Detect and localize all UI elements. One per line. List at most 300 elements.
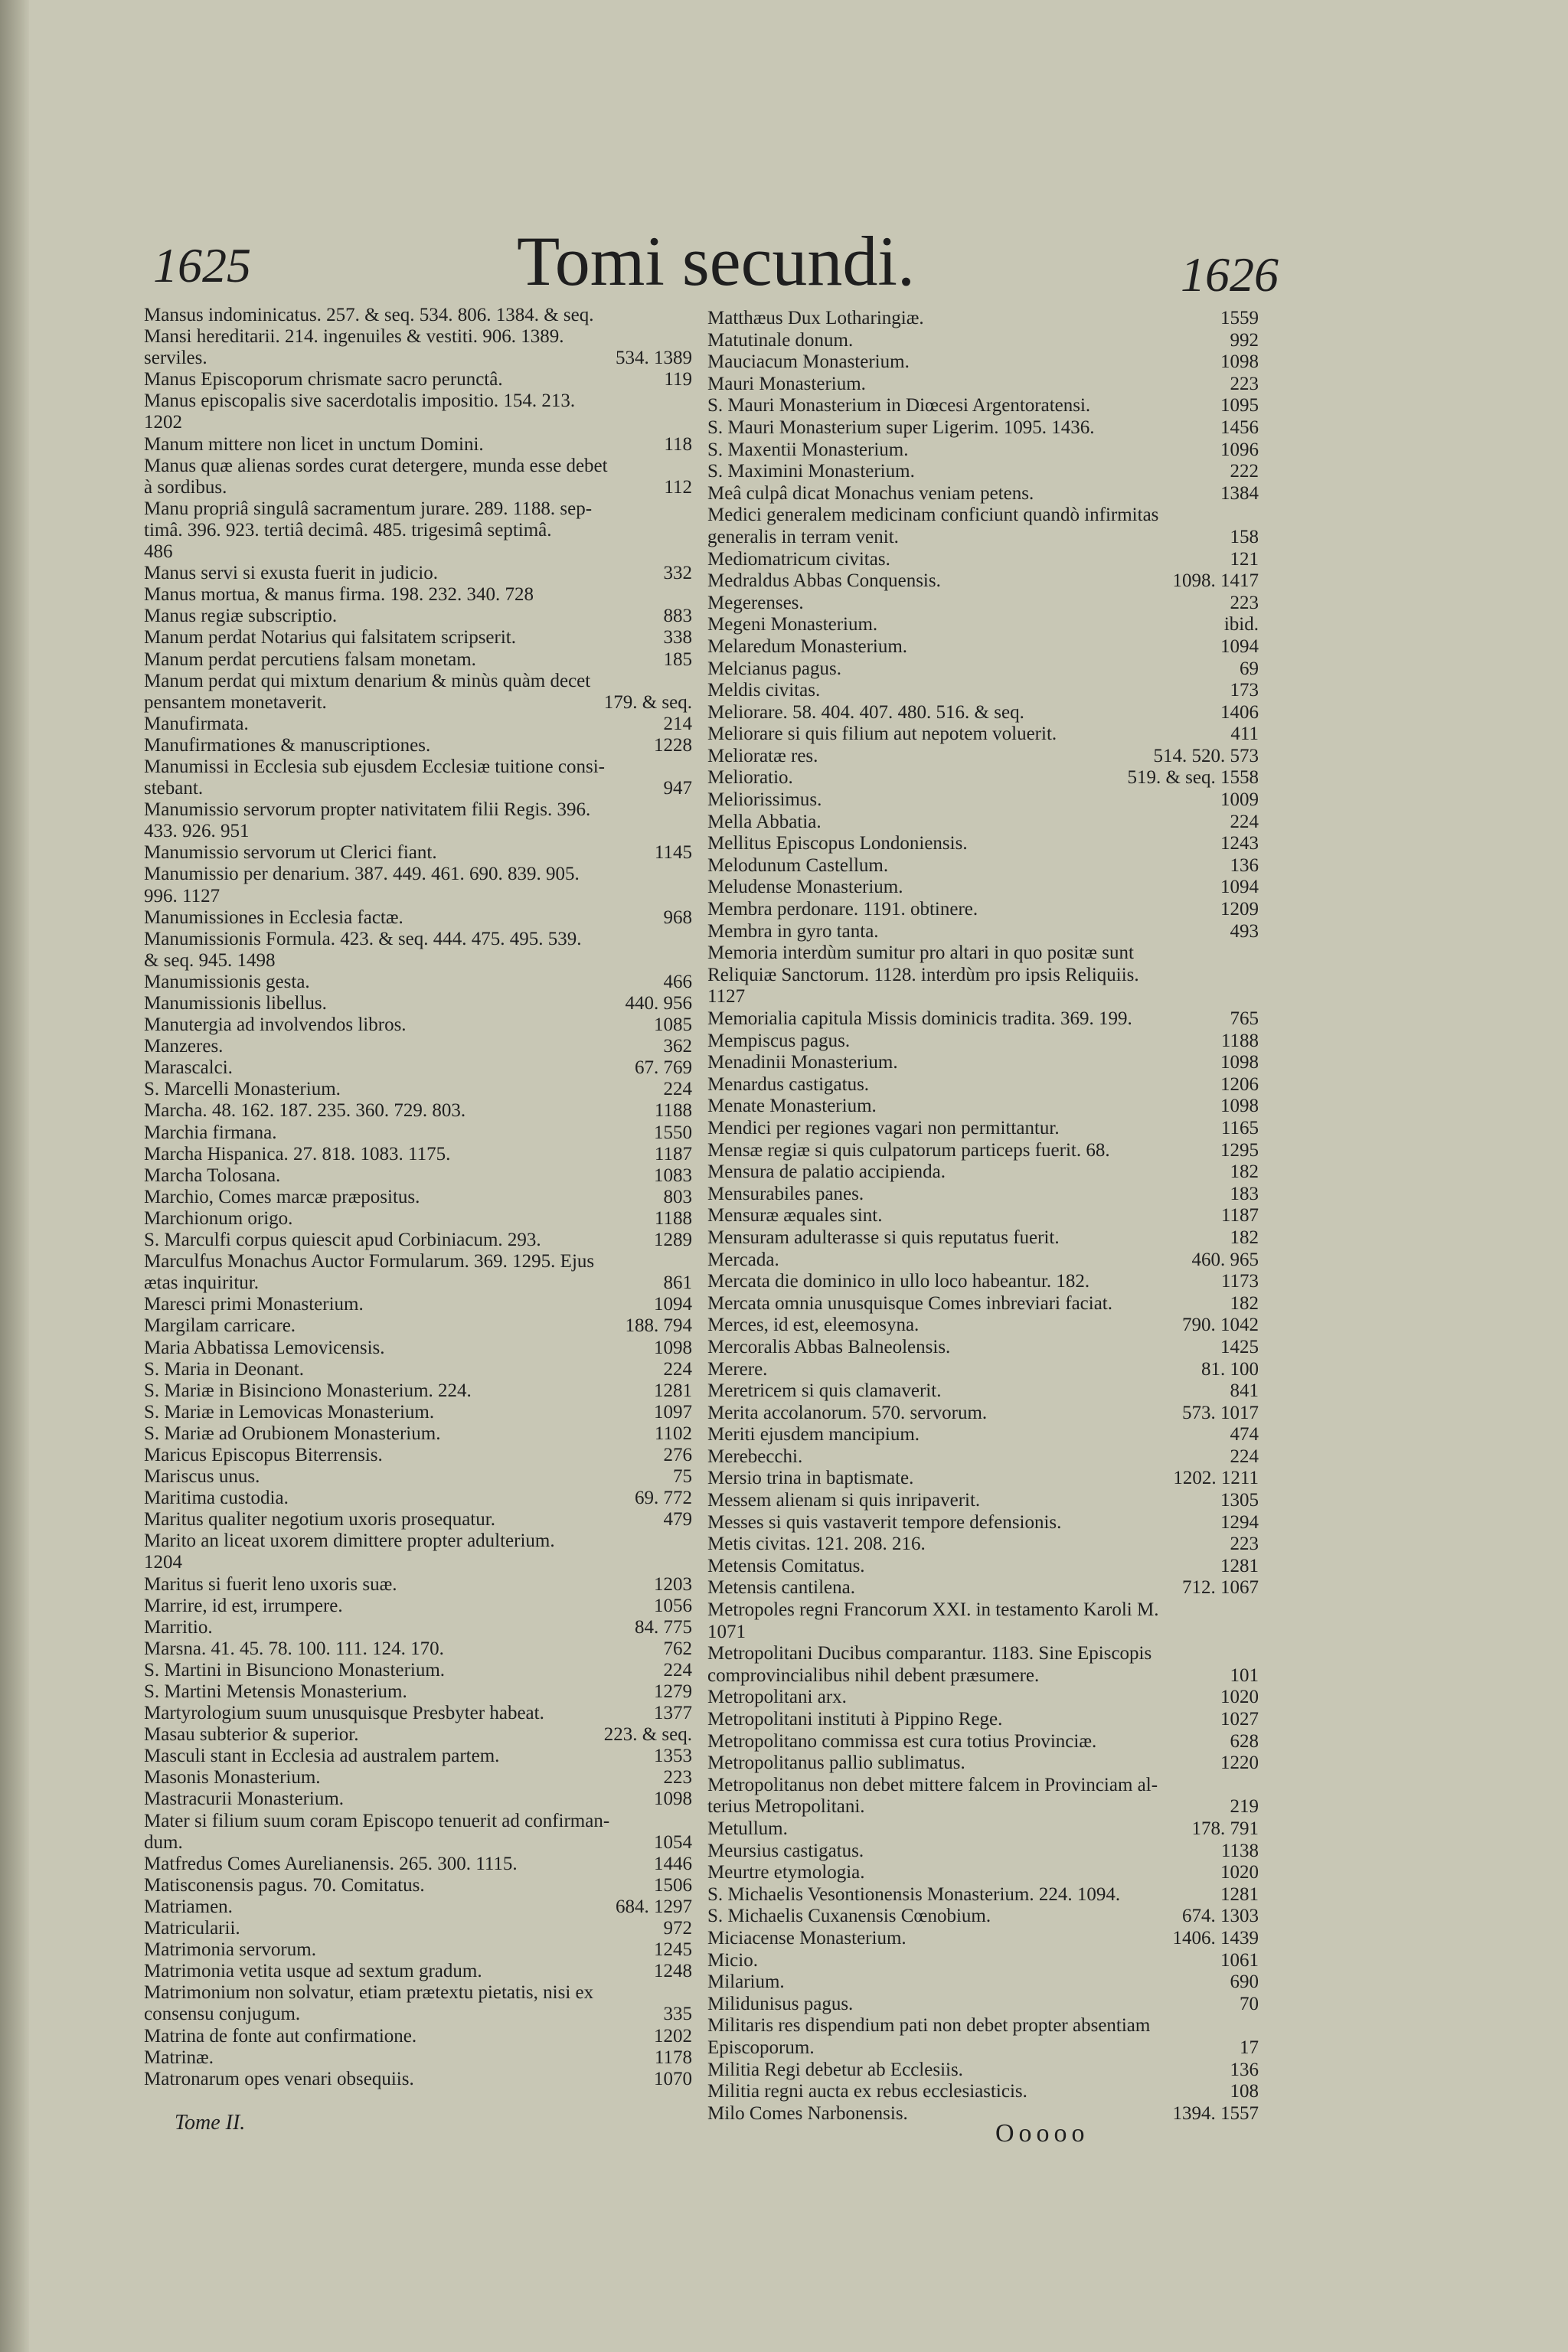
index-entry-pages: 1096 — [1214, 439, 1259, 462]
index-entry-pages: 861 — [658, 1272, 693, 1294]
index-entry-pages: 1220 — [1214, 1753, 1259, 1775]
index-entry-text: Milidunisus pagus. — [707, 1993, 854, 2014]
index-entry-text: Mauciacum Monasterium. — [707, 351, 910, 373]
index-entry-pages: 1188 — [1215, 1031, 1259, 1053]
index-entry-text: Matfredus Comes Aurelianensis. 265. 300. 1115. — [144, 1853, 518, 1874]
index-entry-pages: 69 — [1233, 658, 1259, 681]
index-entry-pages: 1202 — [648, 2026, 692, 2047]
index-entry — [707, 1971, 1259, 1994]
index-entry — [707, 1052, 1259, 1074]
index-entry-text: Matrimonium non solvatur, etiam prætextu pietatis, nisi ex — [144, 1982, 594, 2004]
index-entry-text: Melodunum Castellum. — [707, 854, 889, 876]
index-entry — [144, 2026, 692, 2047]
index-entry-pages: 1295 — [1214, 1140, 1259, 1162]
index-entry — [707, 1446, 1259, 1468]
index-entry — [144, 1165, 692, 1187]
index-entry — [707, 1250, 1259, 1272]
index-entry — [144, 1681, 692, 1703]
index-entry-pages: 690 — [1224, 1971, 1259, 1994]
index-entry-text: Menate Monasterium. — [707, 1096, 877, 1117]
index-entry-text: S. Mauri Monasterium in Diœcesi Argentoratensi. — [707, 395, 1091, 416]
index-entry — [144, 756, 692, 778]
index-entry — [144, 606, 692, 627]
index-entry — [707, 1622, 1259, 1644]
index-entry — [707, 1884, 1259, 1906]
index-entry — [707, 812, 1259, 834]
index-entry-text: Matrimonia vetita usque ad sextum gradum. — [144, 1961, 482, 1982]
index-entry — [144, 520, 692, 541]
index-entry-pages: 67. 769 — [629, 1057, 692, 1079]
index-entry — [144, 735, 692, 756]
index-entry — [144, 886, 692, 907]
index-entry-text: Mercada. — [707, 1249, 779, 1270]
index-entry — [707, 593, 1259, 615]
index-entry-text: Manu propriâ singulâ sacramentum jurare. 289. 1188. sep- — [144, 498, 593, 519]
index-entry-text: Marsna. 41. 45. 78. 100. 111. 124. 170. — [144, 1638, 444, 1659]
index-entry-text: Merces, id est, eleemosyna. — [707, 1315, 920, 1336]
index-entry — [707, 1599, 1259, 1622]
index-entry-text: Maria Abbatissa Lemovicensis. — [144, 1337, 385, 1358]
index-entry — [144, 1144, 692, 1165]
index-entry — [144, 692, 692, 714]
index-entry-text: Marchia firmana. — [144, 1122, 277, 1143]
index-entry-text: timâ. 396. 923. tertiâ decimâ. 485. trigesimâ septimâ. — [144, 519, 552, 541]
index-entry-text: Episcoporum. — [707, 2037, 815, 2058]
index-entry — [707, 527, 1259, 549]
index-entry-text: Meursius castigatus. — [707, 1840, 864, 1861]
index-entry-pages: 1243 — [1214, 833, 1259, 855]
index-entry-pages: 841 — [1224, 1380, 1259, 1403]
index-entry-text: Matricularii. — [144, 1918, 240, 1939]
index-entry-pages: 1173 — [1215, 1271, 1259, 1293]
index-entry — [707, 680, 1259, 702]
index-entry-text: Meldis civitas. — [707, 680, 821, 701]
index-entry-text: Manufirmationes & manuscriptiones. — [144, 734, 431, 756]
index-entry — [144, 1854, 692, 1875]
index-entry — [144, 434, 692, 456]
index-entry-text: Reliquiæ Sanctorum. 1128. interdùm pro ipsis Reliquiis. — [707, 964, 1139, 985]
index-entry-text: 486 — [144, 541, 173, 563]
index-entry — [144, 821, 692, 842]
index-entry-text: Metensis Comitatus. — [707, 1555, 865, 1576]
index-entry-text: 1204 — [144, 1552, 182, 1573]
index-entry — [144, 1423, 692, 1445]
index-entry — [144, 1552, 692, 1573]
index-entry — [707, 1994, 1259, 2016]
index-entry-pages: 338 — [658, 627, 693, 648]
index-entry — [707, 702, 1259, 724]
index-entry-pages: 1406 — [1214, 702, 1259, 724]
index-entry-text: Maresci primi Monasterium. — [144, 1294, 364, 1315]
index-entry — [707, 351, 1259, 374]
index-entry-pages: 1245 — [648, 1939, 692, 1961]
index-entry-text: S. Mariæ in Lemovicas Monasterium. — [144, 1401, 435, 1423]
index-entry — [707, 1008, 1259, 1031]
index-entry — [144, 1187, 692, 1208]
index-entry-text: Marcha. 48. 162. 187. 235. 360. 729. 803. — [144, 1100, 466, 1122]
index-entry — [144, 1122, 692, 1144]
index-entry — [144, 390, 692, 412]
index-entry — [144, 326, 692, 348]
index-entry — [707, 1205, 1259, 1227]
index-entry-text: Membra in gyro tanta. — [707, 920, 879, 942]
index-entry-text: Meâ culpâ dicat Monachus veniam petens. — [707, 482, 1034, 504]
index-entry-pages: 1203 — [648, 1574, 692, 1596]
index-entry — [707, 942, 1259, 965]
index-entry-text: S. Michaelis Cuxanensis Cœnobium. — [707, 1906, 991, 1927]
index-entry-pages: 1209 — [1214, 899, 1259, 921]
index-entry-text: S. Mariæ ad Orubionem Monasterium. — [144, 1423, 441, 1444]
index-entry-text: Marculfus Monachus Auctor Formularum. 369. 1295. Ejus — [144, 1251, 595, 1272]
index-entry-text: Mastracurii Monasterium. — [144, 1788, 345, 1810]
index-entry — [707, 877, 1259, 899]
index-entry-text: Marito an liceat uxorem dimittere propter adulterium. — [144, 1530, 555, 1552]
index-entry-pages: 179. & seq. — [598, 692, 692, 714]
index-entry — [144, 799, 692, 821]
index-entry-pages: 112 — [658, 477, 692, 498]
index-entry-pages: 1550 — [648, 1122, 692, 1144]
index-entry — [144, 907, 692, 929]
index-entry-text: Melcianus pagus. — [707, 658, 841, 679]
index-entry-pages: 1098 — [648, 1338, 692, 1359]
volume-label: Tome II. — [175, 2111, 246, 2135]
index-entry-pages: 1425 — [1214, 1337, 1259, 1359]
index-entry — [707, 1928, 1259, 1950]
index-entry-text: Mensuræ æquales sint. — [707, 1205, 883, 1227]
index-entry-text: Matronarum opes venari obsequiis. — [144, 2068, 414, 2089]
index-entry — [707, 1643, 1259, 1665]
index-entry-text: Meurtre etymologia. — [707, 1862, 865, 1883]
index-entry — [144, 1315, 692, 1337]
index-entry — [144, 1014, 692, 1036]
index-entry-text: Mercoralis Abbas Balneolensis. — [707, 1336, 951, 1357]
index-entry-text: Marascalci. — [144, 1057, 233, 1079]
index-entry-text: Marchio, Comes marcæ præpositus. — [144, 1186, 420, 1207]
index-entry — [707, 439, 1259, 462]
index-entry-text: Manum perdat Notarius qui falsitatem scripserit. — [144, 627, 516, 648]
index-entry-text: Messes si quis vastaverit tempore defensionis. — [707, 1511, 1062, 1533]
index-entry — [144, 1057, 692, 1079]
index-entry — [144, 1596, 692, 1617]
index-entry-text: S. Marcelli Monasterium. — [144, 1079, 341, 1100]
index-entry-text: Messem alienam si quis inripaverit. — [707, 1490, 981, 1511]
index-entry-text: Manumissio servorum ut Clerici fiant. — [144, 842, 437, 864]
index-entry-pages: 1294 — [1214, 1512, 1259, 1534]
index-entry-pages: 493 — [1224, 921, 1259, 943]
index-entry — [707, 1315, 1259, 1337]
index-entry-pages: 223 — [1224, 374, 1259, 396]
index-entry-text: Manus regiæ subscriptio. — [144, 606, 338, 627]
index-column-left — [144, 305, 692, 2090]
index-entry — [144, 1100, 692, 1122]
index-entry-pages: 224 — [1224, 1446, 1259, 1468]
index-entry — [707, 1380, 1259, 1403]
index-entry-text: Marrire, id est, irrumpere. — [144, 1595, 343, 1616]
index-entry-pages: 276 — [658, 1445, 693, 1466]
index-entry — [707, 1118, 1259, 1140]
index-entry — [144, 950, 692, 972]
index-entry-pages: 1279 — [648, 1681, 692, 1703]
index-entry-text: Membra perdonare. 1191. obtinere. — [707, 899, 978, 920]
index-entry-text: Martyrologium suum unusquisque Presbyter habeat. — [144, 1703, 544, 1724]
index-entry-pages: 790. 1042 — [1176, 1315, 1259, 1337]
index-entry-text: generalis in terram venit. — [707, 526, 899, 547]
index-entry — [144, 1896, 692, 1918]
index-entry — [707, 1731, 1259, 1753]
index-entry-text: Mercata omnia unusquisque Comes inbreviari faciat. — [707, 1292, 1113, 1314]
index-entry — [144, 1509, 692, 1530]
index-entry — [707, 1161, 1259, 1184]
index-entry-text: Manus mortua, & manus firma. 198. 232. 340. 728 — [144, 584, 534, 606]
index-entry-text: à sordibus. — [144, 476, 227, 498]
index-entry-pages: 1098 — [1214, 1096, 1259, 1118]
index-entry-pages: 1281 — [1214, 1556, 1259, 1578]
index-entry-pages: 1228 — [648, 735, 692, 756]
index-entry — [144, 2069, 692, 2090]
index-entry-text: Megeni Monasterium. — [707, 614, 878, 635]
page-header — [153, 220, 1279, 305]
index-entry-pages: 224 — [1224, 812, 1259, 834]
index-entry — [707, 1796, 1259, 1818]
index-entry-text: Manumissio per denarium. 387. 449. 461. 690. 839. 905. — [144, 864, 580, 885]
index-entry-pages: 1027 — [1214, 1709, 1259, 1731]
index-entry-pages: 1098 — [648, 1788, 692, 1810]
index-entry-text: Mensæ regiæ si quis culpatorum particeps fuerit. 68. — [707, 1139, 1110, 1161]
index-entry-pages: 108 — [1224, 2081, 1259, 2103]
index-entry-text: Masculi stant in Ecclesia ad australem partem. — [144, 1746, 500, 1767]
index-entry — [144, 1036, 692, 1057]
index-entry — [707, 2060, 1259, 2082]
index-entry-text: Mensuram adulterasse si quis reputatus fuerit. — [707, 1227, 1060, 1248]
index-entry-pages: 1446 — [648, 1854, 692, 1875]
index-entry-text: Maricus Episcopus Biterrensis. — [144, 1444, 383, 1465]
index-entry — [144, 1359, 692, 1380]
index-entry — [707, 1818, 1259, 1841]
index-entry — [707, 658, 1259, 681]
index-entry-pages: ibid. — [1218, 614, 1259, 636]
index-entry-pages: 1085 — [648, 1014, 692, 1036]
index-entry-text: Milo Comes Narbonensis. — [707, 2102, 908, 2124]
index-entry — [144, 1272, 692, 1294]
index-entry — [144, 1788, 692, 1810]
index-entry — [144, 369, 692, 390]
index-entry-pages: 1406. 1439 — [1167, 1928, 1259, 1950]
index-entry-text: Merita accolanorum. 570. servorum. — [707, 1402, 988, 1423]
index-entry-text: Metropoles regni Francorum XXI. in testamento Karoli M. — [707, 1599, 1159, 1621]
index-entry-pages: 1054 — [648, 1832, 692, 1854]
index-entry — [707, 1556, 1259, 1578]
index-entry-text: Maritus si fuerit leno uxoris suæ. — [144, 1573, 397, 1595]
index-entry-pages: 1083 — [648, 1165, 692, 1187]
index-entry-text: Meliorare. 58. 404. 407. 480. 516. & seq. — [707, 701, 1024, 723]
index-entry — [707, 1577, 1259, 1599]
index-entry-pages: 762 — [658, 1638, 693, 1660]
index-entry — [707, 1512, 1259, 1534]
index-entry-text: Mater si filium suum coram Episcopo tenuerit ad confirman- — [144, 1810, 610, 1831]
index-entry — [707, 417, 1259, 439]
index-entry — [144, 1918, 692, 1939]
index-entry-pages: 1094 — [1214, 877, 1259, 899]
index-entry-text: ætas inquiritur. — [144, 1272, 259, 1294]
index-entry-pages: 460. 965 — [1186, 1250, 1259, 1272]
index-entry-pages: 158 — [1224, 527, 1259, 549]
index-entry-pages: 1248 — [648, 1961, 692, 1982]
index-entry-text: Medraldus Abbas Conquensis. — [707, 570, 941, 592]
index-entry-pages: 17 — [1233, 2037, 1259, 2060]
index-entry-text: Manumissio servorum propter nativitatem filii Regis. 396. — [144, 799, 591, 821]
index-entry-text: Meretricem si quis clamaverit. — [707, 1380, 942, 1402]
index-entry — [144, 1875, 692, 1896]
index-entry-text: Marcha Hispanica. 27. 818. 1083. 1175. — [144, 1143, 451, 1165]
index-entry — [144, 1939, 692, 1961]
index-entry — [707, 746, 1259, 768]
index-entry-pages: 185 — [658, 649, 693, 671]
index-entry — [144, 1402, 692, 1423]
index-entry-pages: 674. 1303 — [1176, 1906, 1259, 1928]
index-entry-pages: 1187 — [1215, 1205, 1259, 1227]
index-entry — [144, 2004, 692, 2025]
index-entry — [144, 627, 692, 648]
index-entry — [707, 330, 1259, 352]
index-entry — [144, 993, 692, 1014]
index-entry-pages: 1377 — [648, 1703, 692, 1724]
index-entry — [707, 1074, 1259, 1096]
index-entry — [707, 395, 1259, 417]
index-entry-pages: 362 — [658, 1036, 693, 1057]
index-entry-pages: 1138 — [1215, 1841, 1259, 1863]
index-entry — [144, 1767, 692, 1788]
index-entry-text: Mediomatricum civitas. — [707, 548, 890, 570]
index-entry — [707, 789, 1259, 812]
index-entry-text: Matrina de fonte aut confirmatione. — [144, 2025, 417, 2047]
index-entry-pages: 479 — [658, 1509, 693, 1530]
index-entry-text: Matisconensis pagus. 70. Comitatus. — [144, 1874, 425, 1896]
index-entry-pages: 573. 1017 — [1176, 1403, 1259, 1425]
index-entry-text: Manzeres. — [144, 1036, 224, 1057]
index-entry-text: 1202 — [144, 412, 182, 433]
index-entry-pages: 411 — [1224, 724, 1259, 746]
index-entry-text: Manum perdat percutiens falsam monetam. — [144, 648, 476, 670]
index-entry-text: Maritus qualiter negotium uxoris prosequatur. — [144, 1509, 495, 1530]
index-entry-pages: 224 — [658, 1660, 693, 1681]
index-entry-pages: 1070 — [648, 2069, 692, 2090]
index-entry — [144, 305, 692, 326]
index-entry-text: Manumissi in Ecclesia sub ejusdem Ecclesiæ tuitione consi- — [144, 756, 605, 777]
index-entry — [144, 1724, 692, 1746]
index-entry — [707, 1227, 1259, 1250]
index-entry-text: S. Martini Metensis Monasterium. — [144, 1681, 407, 1702]
index-entry-pages: 81. 100 — [1195, 1359, 1259, 1381]
index-entry — [707, 1534, 1259, 1556]
index-entry-text: Menardus castigatus. — [707, 1073, 870, 1095]
index-entry — [144, 1982, 692, 2004]
index-entry — [707, 833, 1259, 855]
index-entry-text: Manus episcopalis sive sacerdotalis impositio. 154. 213. — [144, 390, 576, 412]
index-entry-text: Mensurabiles panes. — [707, 1183, 864, 1204]
index-entry-text: Matrimonia servorum. — [144, 1939, 316, 1961]
index-entry-pages: 1305 — [1214, 1490, 1259, 1512]
index-entry — [707, 1753, 1259, 1775]
index-entry-pages: 514. 520. 573 — [1148, 746, 1259, 768]
index-entry-text: S. Marculfi corpus quiescit apud Corbiniacum. 293. — [144, 1230, 541, 1251]
index-entry-pages: 1094 — [1214, 636, 1259, 658]
index-entry-text: Melaredum Monasterium. — [707, 635, 908, 657]
index-entry-pages: 173 — [1224, 680, 1259, 702]
index-entry — [707, 1950, 1259, 1972]
index-entry-pages: 223 — [1224, 1534, 1259, 1556]
index-entry-pages: 992 — [1224, 330, 1259, 352]
index-entry-text: Melioratæ res. — [707, 745, 818, 766]
index-entry-text: Manumissionis libellus. — [144, 993, 327, 1014]
index-entry-text: Micio. — [707, 1949, 758, 1971]
index-entry-text: Menadinii Monasterium. — [707, 1052, 898, 1073]
index-entry-text: Metullum. — [707, 1818, 788, 1839]
index-entry-pages: 1188 — [648, 1100, 692, 1122]
index-entry — [144, 714, 692, 735]
index-entry-pages: 223. & seq. — [598, 1724, 692, 1746]
index-entry-pages: 1506 — [648, 1875, 692, 1896]
index-entry-pages: 474 — [1224, 1424, 1259, 1446]
index-entry-text: dum. — [144, 1831, 183, 1853]
index-entry-pages: 628 — [1224, 1731, 1259, 1753]
index-entry-pages: 519. & seq. 1558 — [1121, 767, 1259, 789]
index-entry-text: Mercata die dominico in ullo loco habeantur. 182. — [707, 1271, 1090, 1292]
index-entry — [144, 541, 692, 563]
index-entry-pages: 69. 772 — [629, 1488, 692, 1509]
index-entry — [707, 505, 1259, 527]
index-entry-text: Marcha Tolosana. — [144, 1165, 281, 1186]
index-entry-pages: 118 — [658, 434, 692, 456]
index-entry-pages: 178. 791 — [1186, 1818, 1259, 1841]
index-entry-text: S. Maxentii Monasterium. — [707, 439, 909, 460]
index-entry-text: Matrinæ. — [144, 2047, 214, 2068]
index-entry — [707, 636, 1259, 658]
index-entry-pages: 222 — [1224, 461, 1259, 483]
index-entry — [707, 921, 1259, 943]
index-entry-pages: 972 — [658, 1918, 693, 1939]
index-entry — [144, 1574, 692, 1596]
book-spine-shadow — [0, 0, 29, 2352]
index-entry — [707, 570, 1259, 593]
index-entry-pages: 219 — [1224, 1796, 1259, 1818]
index-entry — [707, 1096, 1259, 1118]
index-entry — [144, 477, 692, 498]
index-entry — [707, 965, 1259, 987]
index-entry-text: Metropolitani arx. — [707, 1687, 847, 1708]
index-entry-text: pensantem monetaverit. — [144, 691, 327, 713]
index-entry-pages: 70 — [1233, 1994, 1259, 2016]
index-entry — [144, 864, 692, 885]
index-entry — [707, 1665, 1259, 1687]
index-entry — [144, 2047, 692, 2069]
index-entry-text: Matriamen. — [144, 1896, 233, 1917]
index-entry-pages: 1456 — [1214, 417, 1259, 439]
index-entry-text: Metropolitanus pallio sublimatus. — [707, 1753, 965, 1774]
index-entry-pages: 1102 — [648, 1423, 692, 1445]
index-entry — [144, 584, 692, 606]
index-entry-pages: 1098 — [1214, 351, 1259, 374]
index-entry-text: 433. 926. 951 — [144, 821, 250, 842]
index-entry — [144, 1832, 692, 1854]
index-entry-pages: 1009 — [1214, 789, 1259, 812]
index-entry — [144, 1660, 692, 1681]
index-entry-text: Milarium. — [707, 1971, 785, 1993]
index-entry — [707, 549, 1259, 571]
index-entry-text: Miciacense Monasterium. — [707, 1927, 906, 1949]
index-entry-pages: 1165 — [1215, 1118, 1259, 1140]
index-entry-pages: 1202. 1211 — [1167, 1468, 1259, 1490]
index-entry-pages: 1559 — [1214, 308, 1259, 330]
